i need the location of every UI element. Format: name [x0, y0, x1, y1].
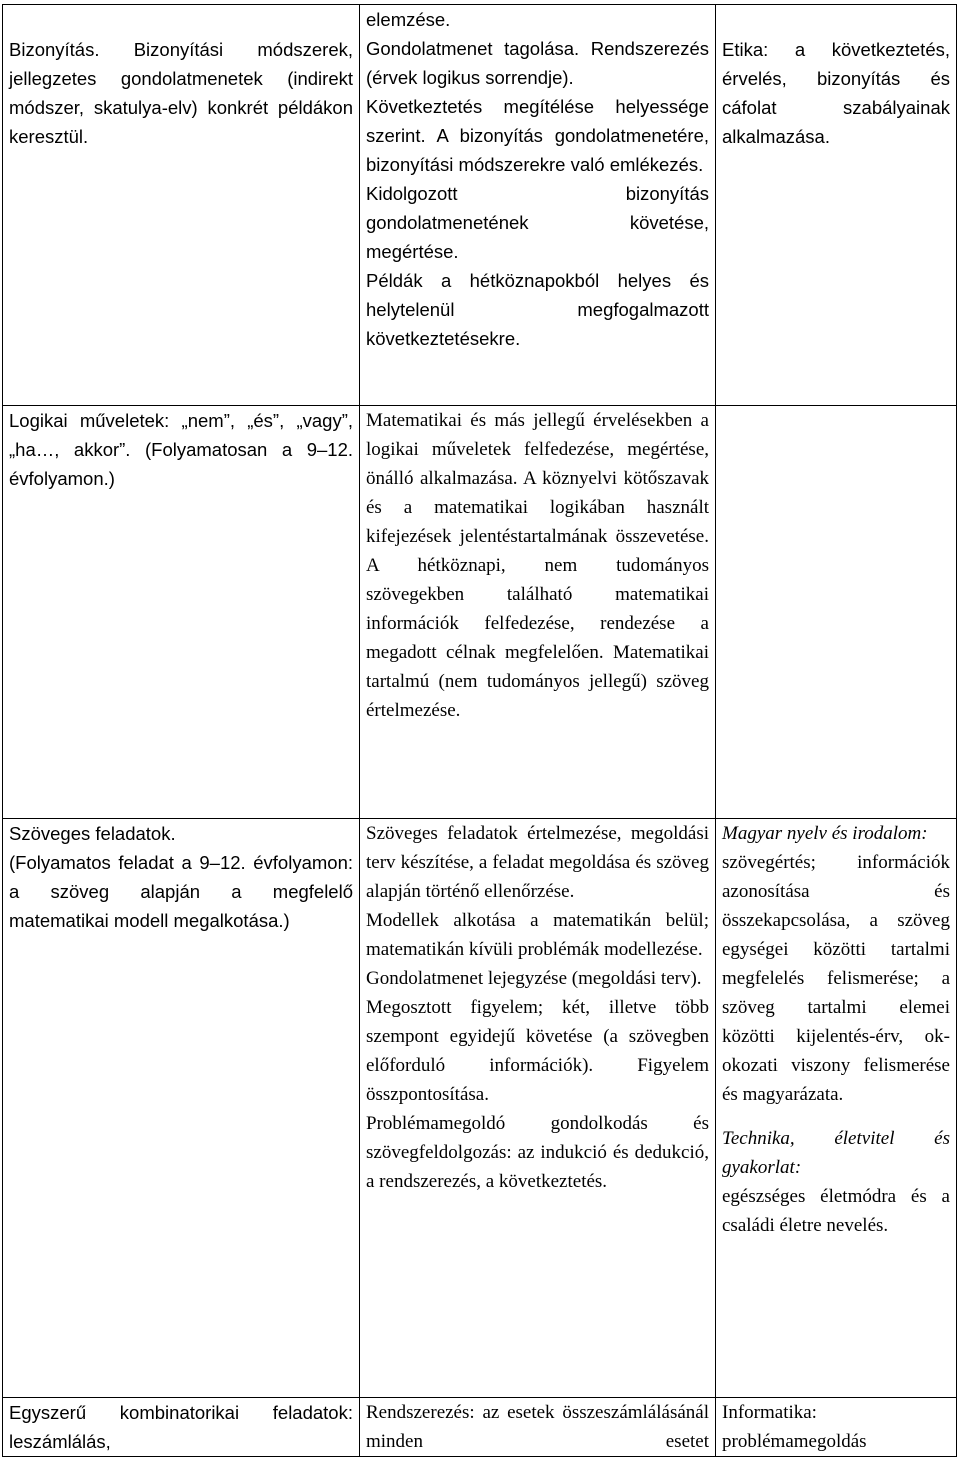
activity-text: Szöveges feladatok értelmezése, megoldási terv készítése, a feladat megoldása és szöveg alapján történő ellenőrzése.	[366, 823, 709, 902]
activity-cell	[360, 1398, 716, 1457]
topic-cell	[3, 1398, 360, 1457]
activity-text: Gondolatmenet lejegyzése (megoldási terv).	[366, 968, 702, 989]
activity-cell	[360, 406, 716, 819]
activity-text: Modellek alkotása a matematikán belül; matematikán kívüli problémák modellezése.	[366, 910, 709, 960]
activity-text: Matematikai és más jellegű érvelésekben a logikai műveletek felfedezése, megértése, önálló alkalmazása. A köznyelvi kötőszavak és a matematikai logikában használt kifejezések jelentéstartalmának összevetése. A hétköznapi, nem tudományos szövegekben található matematikai információk felfedezése, rendezése a megadott célnak megfelelően. Matematikai tartalmú (nem tudományos jellegű) szöveg értelmezése.	[366, 410, 709, 721]
table-row	[3, 1398, 957, 1457]
connection-text: szövegértés; információk azonosítása és összekapcsolása, a szöveg egységei közötti tartalmi megfelelés felismerése; a szöveg tartalmi elemei közötti kijelentés-érv, ok-okozati viszony felismerése és magyarázata.	[722, 852, 950, 1105]
table-row	[3, 406, 957, 819]
topic-title: Szöveges feladatok.	[9, 823, 176, 844]
connection-cell	[716, 5, 957, 406]
curriculum-table	[2, 4, 957, 1457]
connection-text: Etika: a következtetés, érvelés, bizonyítás és cáfolat szabályainak alkalmazása.	[722, 39, 950, 147]
activity-text: Gondolatmenet tagolása. Rendszerezés (érvek logikus sorrendje).	[366, 38, 709, 88]
connection-text: egészséges életmódra és a családi életre nevelés.	[722, 1186, 950, 1236]
table-row	[3, 819, 957, 1398]
activity-text: Példák a hétköznapokból helyes és helytelenül megfogalmazott következtetésekre.	[366, 270, 709, 349]
table-row	[3, 5, 957, 406]
connection-title: Magyar nyelv és irodalom:	[722, 823, 928, 844]
activity-text: Következtetés megítélése helyessége szerint. A bizonyítás gondolatmenetére, bizonyítási módszerekre való emlékezés.	[366, 96, 709, 175]
activity-cell	[360, 819, 716, 1398]
activity-text: elemzése.	[366, 9, 451, 30]
connection-title: Technika, életvitel és gyakorlat:	[722, 1128, 950, 1178]
topic-text: Logikai műveletek: „nem”, „és”, „vagy”, „ha…, akkor”. (Folyamatosan a 9–12. évfolyamon.)	[9, 410, 353, 489]
topic-cell	[3, 819, 360, 1398]
connection-text: Informatika: problémamegoldás	[722, 1402, 867, 1452]
activity-text: Megosztott figyelem; két, illetve több szempont egyidejű követése (a szövegben előforduló információk). Figyelem összpontosítása.	[366, 997, 709, 1105]
connection-cell	[716, 819, 957, 1398]
activity-cell	[360, 5, 716, 406]
activity-text: Problémamegoldó gondolkodás és szövegfeldolgozás: az indukció és dedukció, a rendszerezés, a következtetés.	[366, 1113, 709, 1192]
activity-text: Kidolgozott bizonyítás gondolatmenetének követése, megértése.	[366, 183, 709, 262]
connection-cell	[716, 406, 957, 819]
connection-cell	[716, 1398, 957, 1457]
topic-text: Egyszerű kombinatorikai feladatok: leszámlálás,	[9, 1402, 353, 1452]
topic-cell	[3, 5, 360, 406]
topic-text: (Folyamatos feladat a 9–12. évfolyamon: a szöveg alapján a megfelelő matematikai modell megalkotása.)	[9, 852, 353, 931]
topic-cell	[3, 406, 360, 819]
topic-text: Bizonyítás. Bizonyítási módszerek, jellegzetes gondolatmenetek (indirekt módszer, skatulya-elv) konkrét példákon keresztül.	[9, 39, 353, 147]
activity-text: Rendszerezés: az esetek összeszámlálásánál minden esetet	[366, 1402, 709, 1452]
